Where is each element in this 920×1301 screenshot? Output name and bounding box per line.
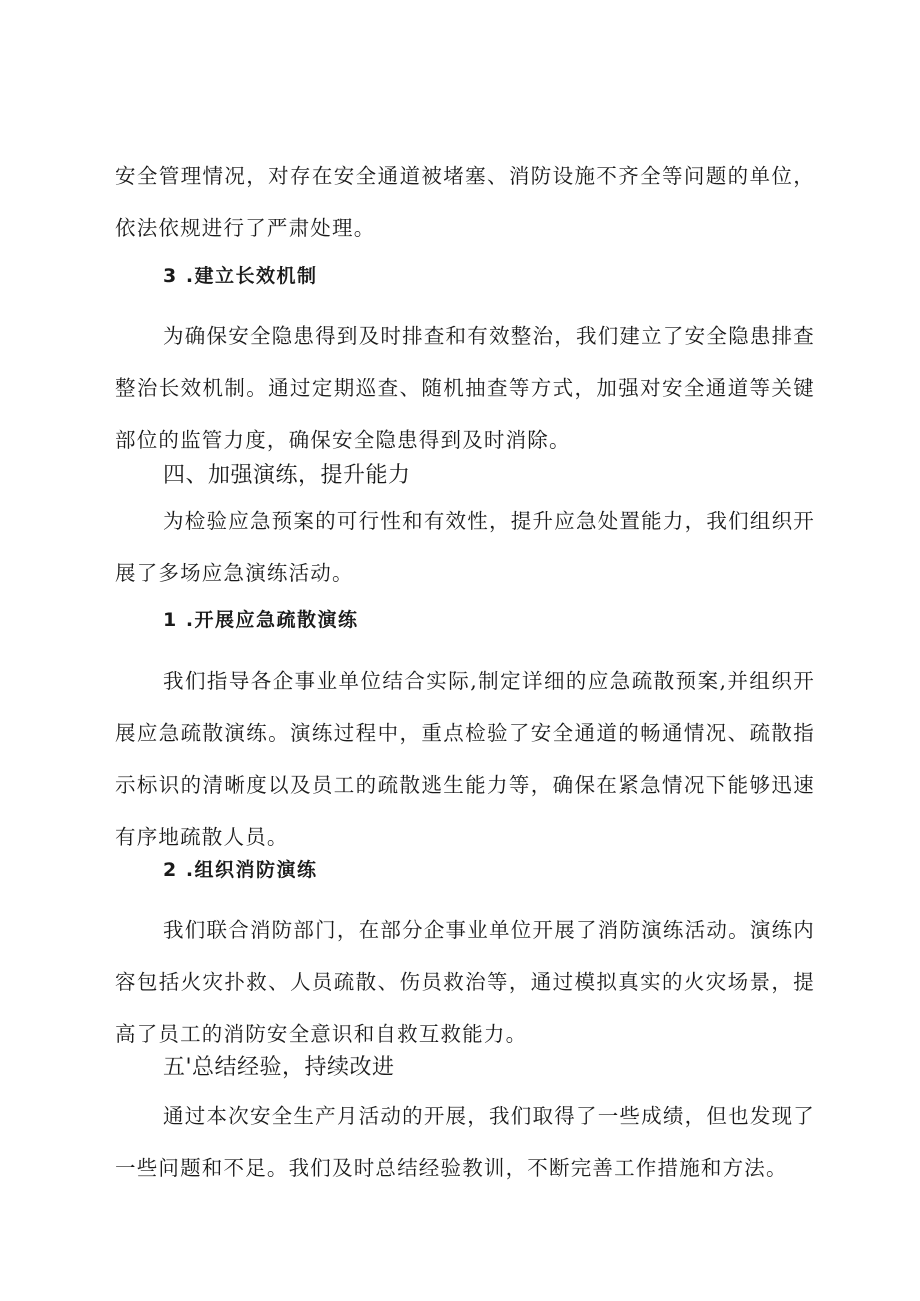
section-heading-drills: 四、加强演练，提升能力 (163, 463, 411, 488)
paragraph-safety-management-result: 安全管理情况，对存在安全通道被堵塞、消防设施不齐全等问题的单位，依法依规进行了严肃处理。 (115, 164, 815, 240)
paragraph-drills-intro: 为检验应急预案的可行性和有效性，提升应急处置能力，我们组织开展了多场应急演练活动。 (115, 509, 815, 585)
subheading-long-term-mechanism: 3 .建立长效机制 (163, 265, 318, 287)
subheading-fire-drill: 2 .组织消防演练 (163, 859, 318, 881)
paragraph-fire-drill: 我们联合消防部门，在部分企事业单位开展了消防演练活动。演练内容包括火灾扑救、人员疏散、伤员救治等，通过模拟真实的火灾场景，提高了员工的消防安全意识和自救互救能力。 (115, 918, 815, 1046)
paragraph-long-term-mechanism: 为确保安全隐患得到及时排查和有效整治，我们建立了安全隐患排查整治长效机制。通过定期巡查、随机抽查等方式，加强对安全通道等关键部位的监管力度，确保安全隐患得到及时消除。 (115, 324, 815, 452)
paragraph-summary: 通过本次安全生产月活动的开展，我们取得了一些成绩，但也发现了一些问题和不足。我们及时总结经验教训，不断完善工作措施和方法。 (115, 1104, 815, 1180)
subheading-evacuation-drill: 1 .开展应急疏散演练 (163, 609, 359, 631)
section-heading-summary: 五'总结经验，持续改进 (163, 1055, 395, 1080)
paragraph-evacuation-drill: 我们指导各企事业单位结合实际,制定详细的应急疏散预案,并组织开展应急疏散演练。演练过程中，重点检验了安全通道的畅通情况、疏散指示标识的清晰度以及员工的疏散逃生能力等，确保在紧急情况下能够迅速有序地疏散人员。 (115, 669, 815, 849)
